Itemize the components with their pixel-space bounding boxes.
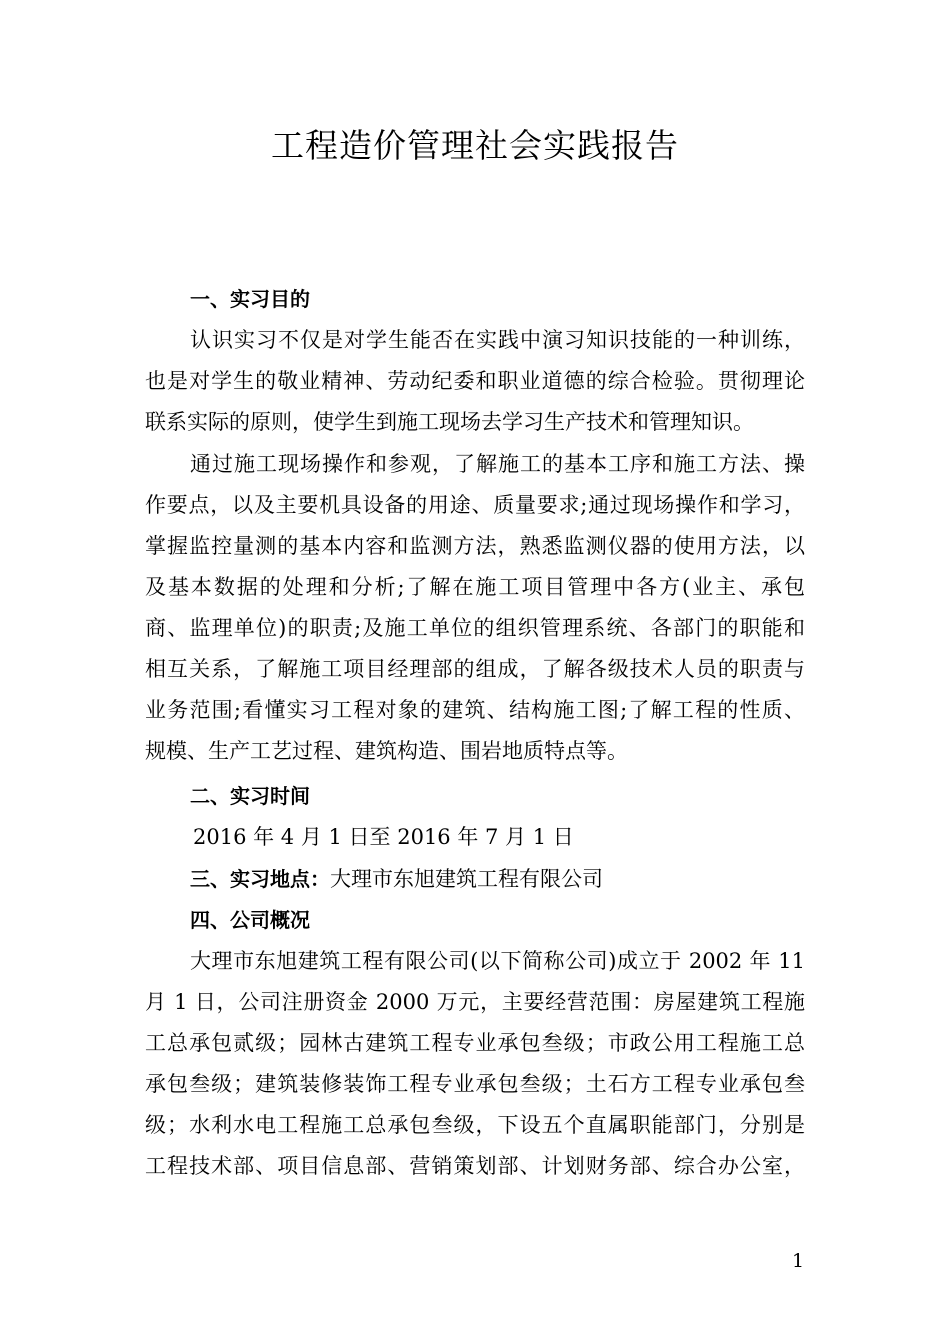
paragraph-line: 承包叁级；建筑装修装饰工程专业承包叁级；土石方工程专业承包叁 [145, 1072, 805, 1096]
paragraph-line: 也是对学生的敬业精神、劳动纪委和职业道德的综合检验。贯彻理论 [145, 369, 805, 393]
document-title: 工程造价管理社会实践报告 [271, 126, 679, 165]
paragraph-line: 工程技术部、项目信息部、营销策划部、计划财务部、综合办公室， [145, 1154, 805, 1178]
section-heading-place: 三、实习地点： [190, 867, 330, 891]
section-place-line [190, 869, 603, 890]
section-heading-company: 四、公司概况 [190, 908, 310, 932]
section-heading-time: 二、实习时间 [190, 784, 310, 808]
paragraph-line: 月 1 日，公司注册资金 2000 万元，主要经营范围：房屋建筑工程施 [145, 990, 805, 1014]
internship-period: 2016 年 4 月 1 日至 2016 年 7 月 1 日 [193, 825, 574, 849]
section-heading-goal: 一、实习目的 [190, 287, 310, 311]
paragraph-line: 作要点，以及主要机具设备的用途、质量要求;通过现场操作和学习， [145, 493, 805, 517]
paragraph-line: 工总承包贰级；园林古建筑工程专业承包叁级；市政公用工程施工总 [145, 1031, 805, 1055]
paragraph-line: 商、监理单位)的职责;及施工单位的组织管理系统、各部门的职能和 [145, 616, 805, 640]
paragraph-line: 级；水利水电工程施工总承包叁级，下设五个直属职能部门，分别是 [145, 1113, 805, 1137]
internship-place: 大理市东旭建筑工程有限公司 [330, 867, 603, 891]
paragraph-line: 联系实际的原则，使学生到施工现场去学习生产技术和管理知识。 [145, 410, 754, 434]
paragraph-line: 通过施工现场操作和参观，了解施工的基本工序和施工方法、操 [190, 452, 805, 476]
paragraph-line: 掌握监控量测的基本内容和监测方法，熟悉监测仪器的使用方法，以 [145, 534, 805, 558]
page-number: 1 [792, 1250, 805, 1272]
paragraph-line: 相互关系，了解施工项目经理部的组成，了解各级技术人员的职责与 [145, 657, 805, 681]
paragraph-line: 及基本数据的处理和分析;了解在施工项目管理中各方(业主、承包 [145, 575, 805, 599]
paragraph-line: 认识实习不仅是对学生能否在实践中演习知识技能的一种训练， [190, 328, 805, 352]
paragraph-line: 业务范围;看懂实习工程对象的建筑、结构施工图;了解工程的性质、 [145, 698, 805, 722]
paragraph-line: 大理市东旭建筑工程有限公司(以下简称公司)成立于 2002 年 11 [190, 949, 805, 973]
paragraph-line: 规模、生产工艺过程、建筑构造、围岩地质特点等。 [145, 739, 628, 763]
